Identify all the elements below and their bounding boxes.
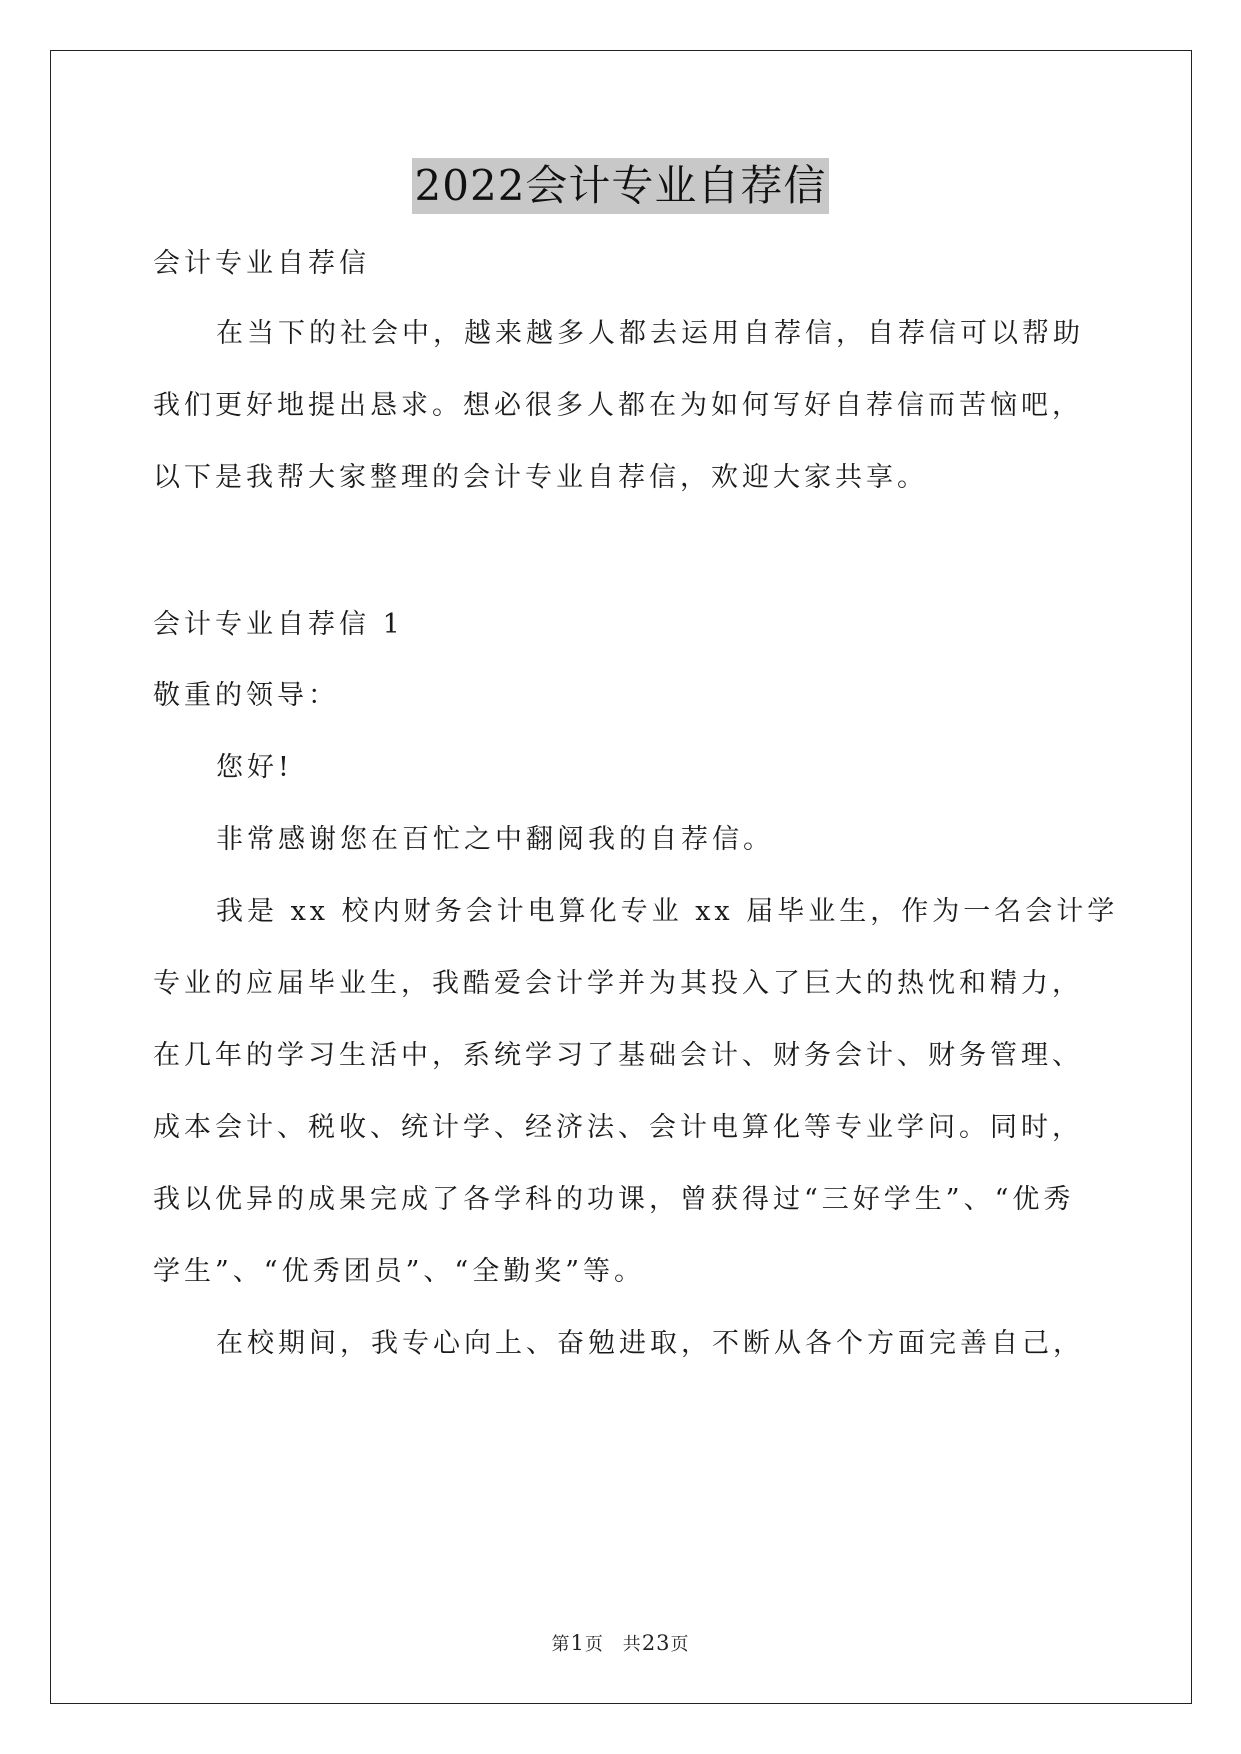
intro-line-2: 我们更好地提出恳求。想必很多人都在为如何写好自荐信而苦恼吧， [153, 390, 1083, 421]
title-container [0, 158, 1241, 214]
body-line-5: 成本会计、税收、统计学、经济法、会计电算化等专业学问。同时， [153, 1112, 1083, 1143]
footer-page-suffix: 页 [670, 1634, 690, 1655]
body-line-7: 学生”、“优秀团员”、“全勤奖”等。 [153, 1256, 646, 1287]
salutation: 敬重的领导： [153, 680, 339, 711]
intro-line-3: 以下是我帮大家整理的会计专业自荐信，欢迎大家共享。 [153, 462, 928, 493]
body-line-8: 在校期间，我专心向上、奋勉进取，不断从各个方面完善自己， [216, 1328, 1084, 1359]
body-line-6: 我以优异的成果完成了各学科的功课，曾获得过“三好学生”、“优秀 [153, 1184, 1075, 1215]
body-line-4: 在几年的学习生活中，系统学习了基础会计、财务会计、财务管理、 [153, 1040, 1083, 1071]
footer-page-current: 1 [570, 1631, 585, 1655]
page-border [50, 50, 1192, 1704]
intro-line-1: 在当下的社会中，越来越多人都去运用自荐信，自荐信可以帮助 [216, 318, 1084, 349]
body-line-1: 非常感谢您在百忙之中翻阅我的自荐信。 [216, 824, 774, 855]
footer-page-total: 23 [641, 1631, 671, 1655]
document-title: 2022会计专业自荐信 [412, 158, 830, 214]
body-line-2: 我是 xx 校内财务会计电算化专业 xx 届毕业生，作为一名会计学 [216, 896, 1119, 927]
page-footer [0, 1630, 1241, 1656]
footer-page-mid: 页 共 [584, 1634, 642, 1655]
subtitle-line: 会计专业自荐信 [153, 248, 370, 279]
greeting: 您好! [216, 752, 293, 783]
section-heading: 会计专业自荐信 1 [153, 609, 404, 640]
footer-page-prefix: 第 [551, 1634, 571, 1655]
body-line-3: 专业的应届毕业生，我酷爱会计学并为其投入了巨大的热忱和精力， [153, 968, 1083, 999]
